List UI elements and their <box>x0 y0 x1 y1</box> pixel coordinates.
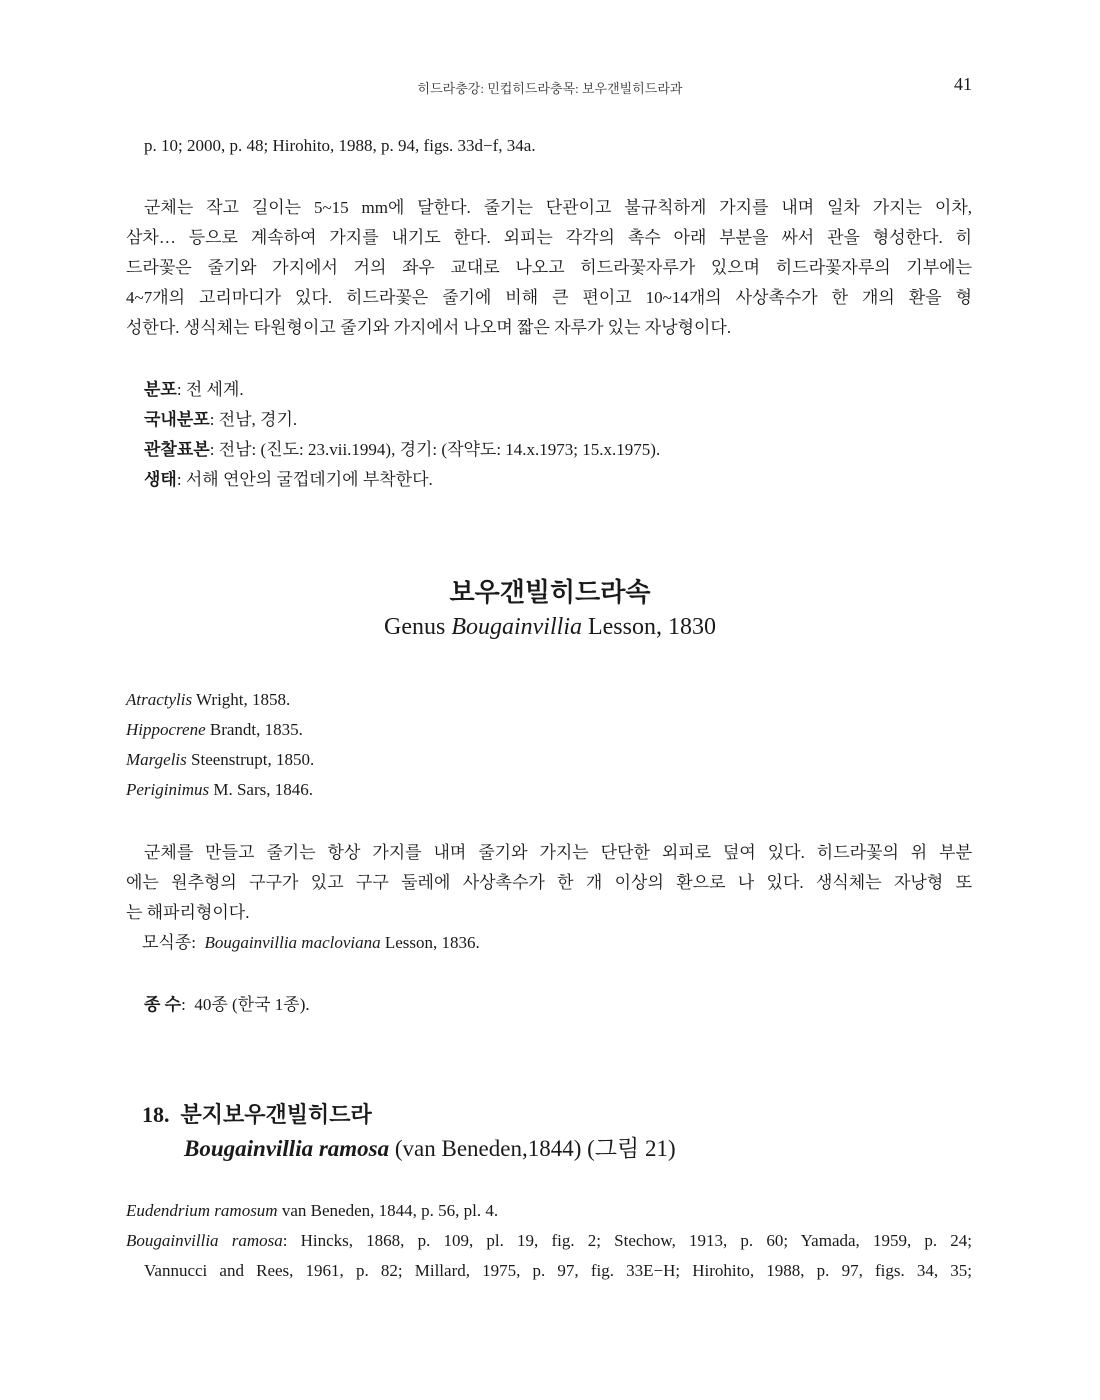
species-author: (van Beneden,1844) (그림 21) <box>389 1136 676 1161</box>
running-head: 히드라충강: 민컵히드라충목: 보우갠빌히드라과 <box>417 81 683 96</box>
distribution-value: 전 세계. <box>185 380 244 399</box>
reference-line-1 <box>126 1196 972 1226</box>
synonym-name: Periginimus <box>126 780 210 799</box>
type-species-author: Lesson, 1836. <box>380 933 480 952</box>
species-latin-name: Bougainvillia ramosa <box>184 1136 390 1161</box>
type-species-line: 모식종: Bougainvillia macloviana Lesson, 1836. <box>142 933 480 952</box>
reference-2-name: Bougainvillia ramosa <box>126 1231 283 1250</box>
description-line-1: 군체는 작고 길이는 5~15 mm에 달한다. 줄기는 단관이고 불규칙하게 가지를 내며 일차 가지는 이차, <box>144 198 972 217</box>
ecology-value: 서해 연안의 굴껍데기에 부착한다. <box>185 470 433 489</box>
reference-2-text: : Hincks, 1868, p. 109, pl. 19, fig. 2; Stechow, 1913, p. 60; Yamada, 1959, p. 24; <box>282 1231 972 1250</box>
distribution-label: 분포 <box>144 380 177 399</box>
distribution-line: 분포: 전 세계. <box>144 380 244 399</box>
ecology-label: 생태 <box>144 470 177 489</box>
synonym-item <box>126 775 972 805</box>
korea-distribution-value: 전남, 경기. <box>218 410 298 429</box>
citation-continuation <box>126 131 972 161</box>
synonym-list <box>126 685 972 805</box>
synonym-item <box>126 715 972 745</box>
synonym-item <box>126 685 972 715</box>
species-heading <box>142 1098 372 1129</box>
specimens-line: 관찰표본: 전남: (진도: 23.vii.1994), 경기: (작약도: 14.x.1973; 15.x.1975). <box>144 440 661 459</box>
reference-line-3: Vannucci and Rees, 1961, p. 82; Millard, 1975, p. 97, fig. 33E−H; Hirohito, 1988, p. 97, figs. 34, 35; <box>144 1261 972 1280</box>
description-line-4: 4~7개의 고리마디가 있다. 히드라꽃은 줄기에 비해 큰 편이고 10~14개의 사상촉수가 한 개의 환을 형 <box>126 288 972 307</box>
description-line-2: 삼차… 등으로 계속하여 가지를 내기도 한다. 외피는 각각의 촉수 아래 부분을 싸서 관을 형성한다. 히 <box>126 228 972 247</box>
page-number: 41 <box>954 74 972 94</box>
korea-distribution-label: 국내분포 <box>144 410 210 429</box>
species-description <box>126 193 972 343</box>
species-latin-heading <box>184 1130 676 1163</box>
species-count <box>126 990 972 1020</box>
genus-description-line-2: 에는 원추형의 구구가 있고 구구 둘레에 사상촉수가 한 개 이상의 환으로 나 있다. 생식체는 자낭형 또 <box>126 873 972 892</box>
synonym-item <box>126 745 972 775</box>
reference-1-text: van Beneden, 1844, p. 56, pl. 4. <box>277 1201 499 1220</box>
species-count-label: 종 수 <box>144 995 182 1014</box>
ecology-line: 생태: 서해 연안의 굴껍데기에 부착한다. <box>144 470 433 489</box>
korea-distribution-line: 국내분포: 전남, 경기. <box>144 410 298 429</box>
genus-description-line-3: 는 해파리형이다. <box>126 903 250 922</box>
genus-description-line-1: 군체를 만들고 줄기는 항상 가지를 내며 줄기와 가지는 단단한 외피로 덮여 있다. 히드라꽃의 위 부분 <box>144 843 972 862</box>
synonym-name: Hippocrene <box>126 720 206 739</box>
synonym-name: Atractylis <box>126 690 193 709</box>
genus-prefix: Genus <box>384 614 452 640</box>
type-species-name: Bougainvillia macloviana <box>204 933 381 952</box>
species-count-line: 종 수: 40종 (한국 1종). <box>144 995 310 1014</box>
synonym-author: M. Sars, 1846. <box>209 780 314 799</box>
synonym-author: Steenstrupt, 1850. <box>186 750 315 769</box>
genus-latin-title <box>0 614 1100 641</box>
species-count-value: 40종 (한국 1종). <box>194 995 310 1014</box>
synonym-author: Brandt, 1835. <box>205 720 303 739</box>
citation-line: p. 10; 2000, p. 48; Hirohito, 1988, p. 94, figs. 33d−f, 34a. <box>144 136 536 155</box>
genus-author: Lesson, 1830 <box>581 614 716 640</box>
synonym-name: Margelis <box>126 750 187 769</box>
species-korean-name: 분지보우갠빌히드라 <box>180 1103 372 1128</box>
species-info <box>126 375 972 495</box>
species-number: 18. <box>142 1102 170 1127</box>
type-species-label: 모식종 <box>142 933 192 952</box>
genus-description <box>126 838 972 958</box>
genus-korean-title: 보우갠빌히드라속 <box>449 578 651 608</box>
specimens-value: 전남: (진도: 23.vii.1994), 경기: (작약도: 14.x.1973; 15.x.1975). <box>218 440 661 459</box>
synonym-author: Wright, 1858. <box>192 690 291 709</box>
reference-1-name: Eudendrium ramosum <box>126 1201 278 1220</box>
description-line-3: 드라꽃은 줄기와 가지에서 거의 좌우 교대로 나오고 히드라꽃자루가 있으며 히드라꽃자루의 기부에는 <box>126 258 972 277</box>
genus-latin-name: Bougainvillia <box>451 614 582 640</box>
description-line-5: 성한다. 생식체는 타원형이고 줄기와 가지에서 나오며 짧은 자루가 있는 자낭형이다. <box>126 318 732 337</box>
reference-line-2 <box>126 1226 972 1256</box>
specimens-label: 관찰표본 <box>144 440 210 459</box>
reference-list <box>126 1196 972 1286</box>
